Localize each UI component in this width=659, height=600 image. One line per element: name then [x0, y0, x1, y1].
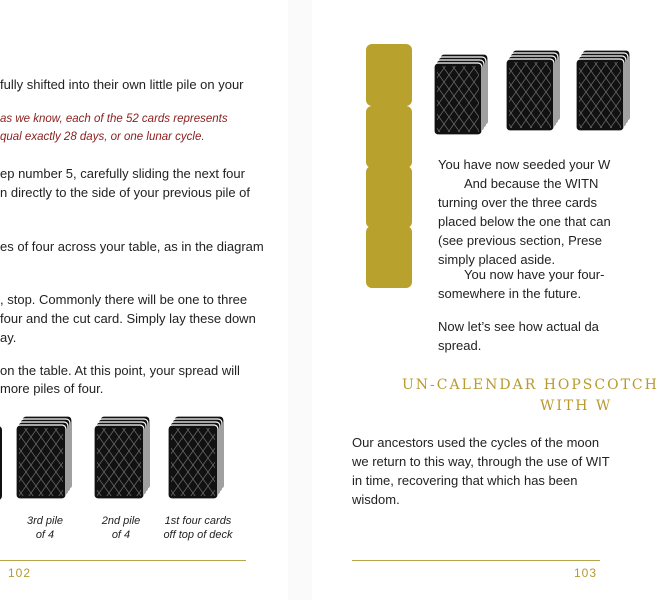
paragraph: fully shifted into their own little pile on your — [0, 77, 244, 92]
paragraph: ep number 5, carefully sliding the next four — [0, 166, 245, 181]
gold-card — [366, 226, 412, 288]
gold-card — [366, 166, 412, 228]
section-heading: UN-CALENDAR HOPSCOTCH — [402, 377, 659, 393]
paragraph: Now let’s see how actual da — [438, 319, 599, 334]
paragraph: placed below the one that can — [438, 214, 611, 229]
lunar-note: as we know, each of the 52 cards represents — [0, 113, 228, 125]
paragraph: You have now seeded your W — [438, 157, 611, 172]
paragraph: Our ancestors used the cycles of the moon — [352, 435, 600, 450]
paragraph: more piles of four. — [0, 381, 104, 396]
paragraph: , stop. Commonly there will be one to three — [0, 292, 248, 307]
section-heading: WITH W — [540, 398, 613, 414]
card-pile-top-3 — [576, 50, 606, 136]
card-pile-3rd — [16, 416, 78, 506]
book-gutter — [288, 0, 312, 600]
caption-3rd-pile: 3rd pile of 4 — [26, 515, 64, 541]
paragraph: four and the cut card. Simply lay these down — [0, 311, 256, 326]
gold-card — [366, 44, 412, 106]
paragraph: in time, recovering that which has been — [352, 473, 578, 488]
lunar-note: qual exactly 28 days, or one lunar cycle. — [0, 131, 205, 143]
right-page — [312, 0, 659, 600]
caption-2nd-pile: 2nd pile of 4 — [101, 515, 141, 541]
paragraph: turning over the three cards — [438, 195, 597, 210]
paragraph: You now have your four- — [464, 267, 605, 282]
paragraph: somewhere in the future. — [438, 286, 582, 301]
paragraph: on the table. At this point, your spread will — [0, 363, 240, 378]
footer-rule — [352, 560, 600, 561]
gold-card — [366, 106, 412, 168]
card-pile-top-2 — [506, 50, 568, 136]
paragraph: we return to this way, through the use of WIT — [352, 454, 610, 469]
paragraph: wisdom. — [352, 492, 400, 507]
left-page — [0, 0, 288, 600]
paragraph: (see previous section, Prese — [438, 233, 603, 248]
paragraph: spread. — [438, 338, 482, 353]
page-number: 102 — [8, 566, 32, 580]
paragraph: And because the WITN — [464, 176, 599, 191]
paragraph: simply placed aside. — [438, 252, 556, 267]
paragraph: ay. — [0, 330, 17, 345]
card-pile-2nd — [94, 416, 156, 506]
card-pile-top-1 — [434, 54, 496, 140]
footer-rule — [0, 560, 246, 561]
caption-1st-cards: 1st four cards off top of deck — [163, 515, 233, 541]
paragraph: es of four across your table, as in the diagram — [0, 239, 264, 254]
card-pile-partial — [0, 418, 8, 502]
page-number: 103 — [574, 566, 598, 580]
card-pile-1st — [168, 416, 230, 506]
paragraph: n directly to the side of your previous pile of — [0, 185, 251, 200]
